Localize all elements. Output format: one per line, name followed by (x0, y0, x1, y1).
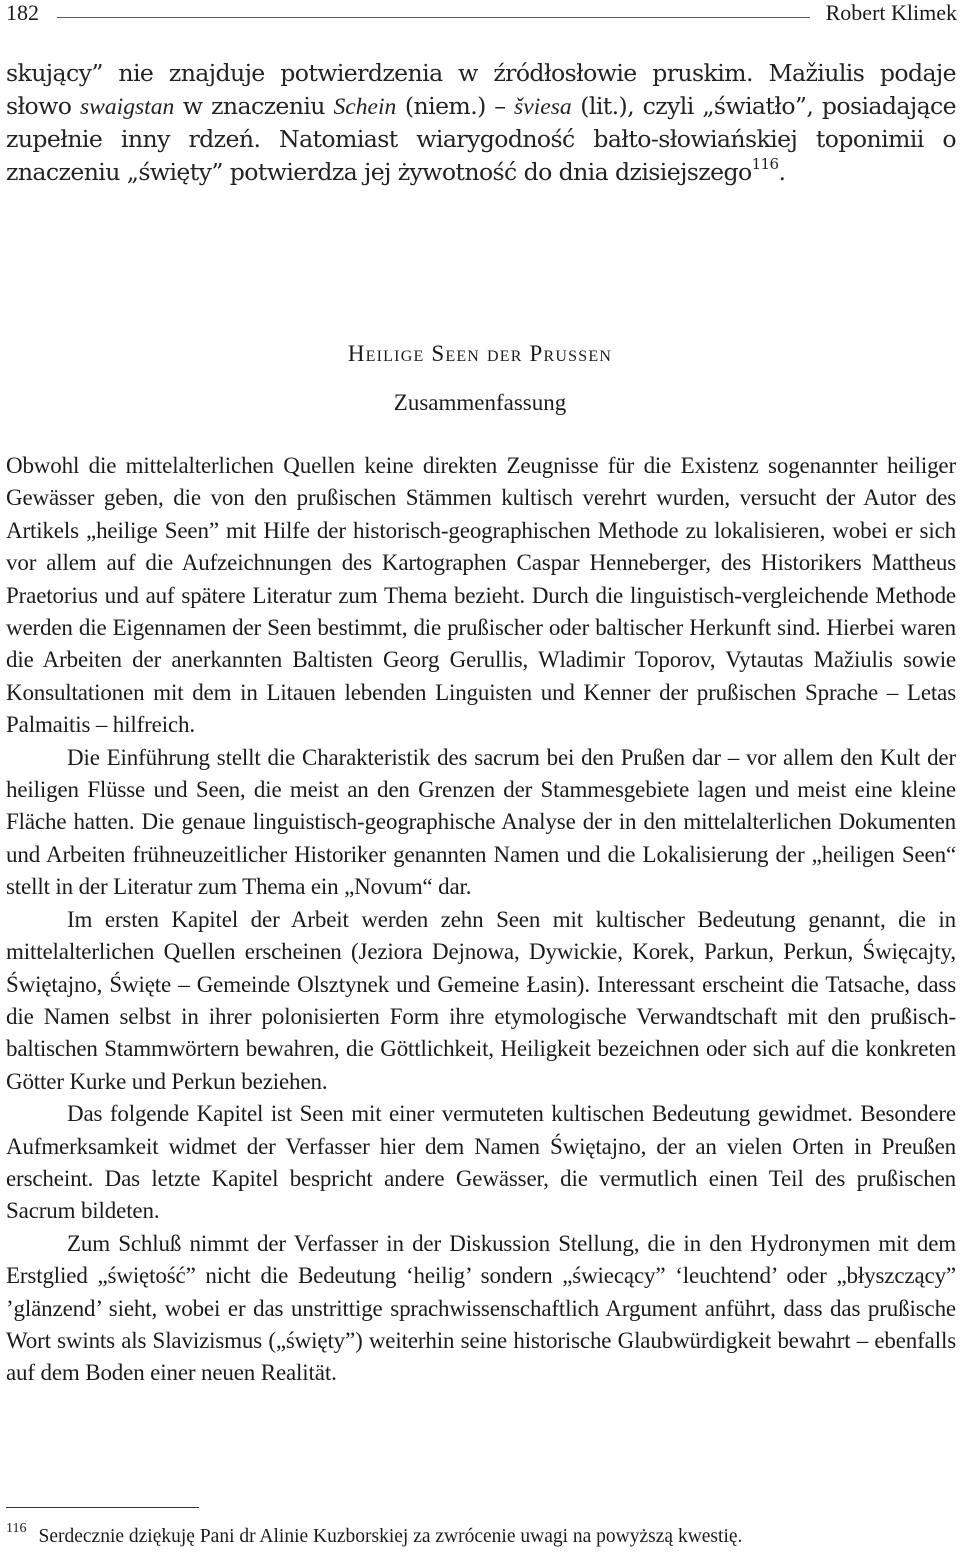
page-number: 182 (6, 0, 39, 25)
intro-text-3: (niem.) – (396, 91, 515, 120)
intro-text-5: . (778, 157, 786, 186)
paragraph: Die Einführung stellt die Charakteristik des sacrum bei den Prußen dar – vor allem den Kult der heiligen Flüsse und Seen, die meist an den Grenzen der Stammesgebiete lagen und meist eine kleine Fläche hatten. Die genaue linguistisch-geographische Analyse der in den mittelalterlichen Dokumenten und Arbeiten frühneuzeitlicher Historiker genannten Namen und die Lokalisierung der „heiligen Seen“ stellt in der Literatur zum Thema ein „Novum“ dar. (6, 744, 956, 900)
intro-paragraph (6, 57, 956, 188)
paragraph: Das folgende Kapitel ist Seen mit einer vermuteten kultischen Bedeutung gewidmet. Besondere Aufmerksamkeit widmet der Verfasser hier dem Namen Świętajno, der an vielen Orten in Preußen erscheint. Das letzte Kapitel bespricht andere Gewässer, die vermutlich einen Teil des prußischen Sacrum bildeten. (6, 1101, 956, 1224)
intro-text-1: skujący” nie znajduje potwierdzenia w źródłosłowie pruskim. Mažiulis podaje słowo (6, 59, 956, 120)
running-header (6, 0, 957, 26)
intro-italic-3: šviesa (514, 93, 572, 120)
summary-title: Heilige Seen der Prussen (347, 341, 613, 366)
paragraph: Obwohl die mittelalterlichen Quellen keine direkten Zeugnisse für die Existenz sogenannter heiliger Gewässer geben, die von den prußischen Stämmen kultisch verehrt wurden, versucht der Autor des Artikels „heilige Seen” mit Hilfe der historisch-geographischen Methode zu lokalisieren, wobei er sich vor allem auf die Aufzeichnungen des Kartographen Caspar Henneberger, des Historikers Mattheus Praetorius und auf spätere Literatur zum Thema bezieht. Durch die linguistisch-vergleichende Methode werden die Eigennamen der Seen bestimmt, die prußischer oder baltischer Herkunft sind. Hierbei waren die Arbeiten der anerkannten Baltisten Georg Gerullis, Wladimir Toporov, Vytautas Mažiulis sowie Konsultationen mit dem in Litauen lebenden Linguisten und Kenner der prußischen Sprache – Letas Palmaitis – hilfreich. (6, 453, 956, 738)
footnote-rule (6, 1507, 199, 1508)
footnote (6, 1514, 956, 1552)
running-head-author: Robert Klimek (825, 0, 957, 25)
paragraph: Zum Schluß nimmt der Verfasser in der Diskussion Stellung, die in den Hydronymen mit dem Erstglied „świętość” nicht die Bedeutung ‘heilig’ sondern „świecący” ‘leuchtend’ oder „błyszczący” ’glänzend’ sieht, wobei er das unstrittige sprachwissenschaftlich Argument anführt, dass das prußische Wort swints als Slavizismus („święty”) weiterhin seine historische Glaubwürdigkeit bewahrt – ebenfalls auf dem Boden einer neuen Realität. (6, 1230, 956, 1386)
intro-text-2: w znaczeniu (174, 91, 334, 120)
intro-italic-2: Schein (333, 93, 397, 120)
footnote-number: 116 (6, 1521, 27, 1536)
header-rule (57, 17, 810, 18)
summary-body (6, 450, 956, 1390)
intro-text-4: (lit.), czyli „światło”, posiadające zupełnie inny rdzeń. Natomiast wiarygodność bałto-słowiańskiej toponimii o znaczeniu „święty” potwierdza jej żywotność do dnia dzisiejszego (6, 91, 957, 186)
footnote-reference[interactable]: 116 (751, 154, 779, 173)
footnote-text: Serdecznie dziękuję Pani dr Alinie Kuzborskiej za zwrócenie uwagi na powyższą kwestię. (38, 1526, 743, 1547)
summary-subtitle: Zusammenfassung (393, 390, 567, 415)
intro-italic-1: swaigstan (79, 93, 175, 120)
paragraph: Im ersten Kapitel der Arbeit werden zehn Seen mit kultischer Bedeutung genannt, die in mittelalterlichen Quellen erscheinen (Jeziora Dejnowa, Dywickie, Korek, Parkun, Perkun, Święcajty, Świętajno, Święte – Gemeinde Olsztynek und Gemeine Łasin). Interessant erscheint die Tatsache, dass die Namen selbst in ihrer polonisierten Form ihre etymologische Verwandtschaft mit den prußisch-baltischen Stammwörtern bewahren, die Göttlichkeit, Heiligkeit bezeichnen oder sich auf die konkreten Götter Kurke und Perkun beziehen. (6, 906, 956, 1094)
